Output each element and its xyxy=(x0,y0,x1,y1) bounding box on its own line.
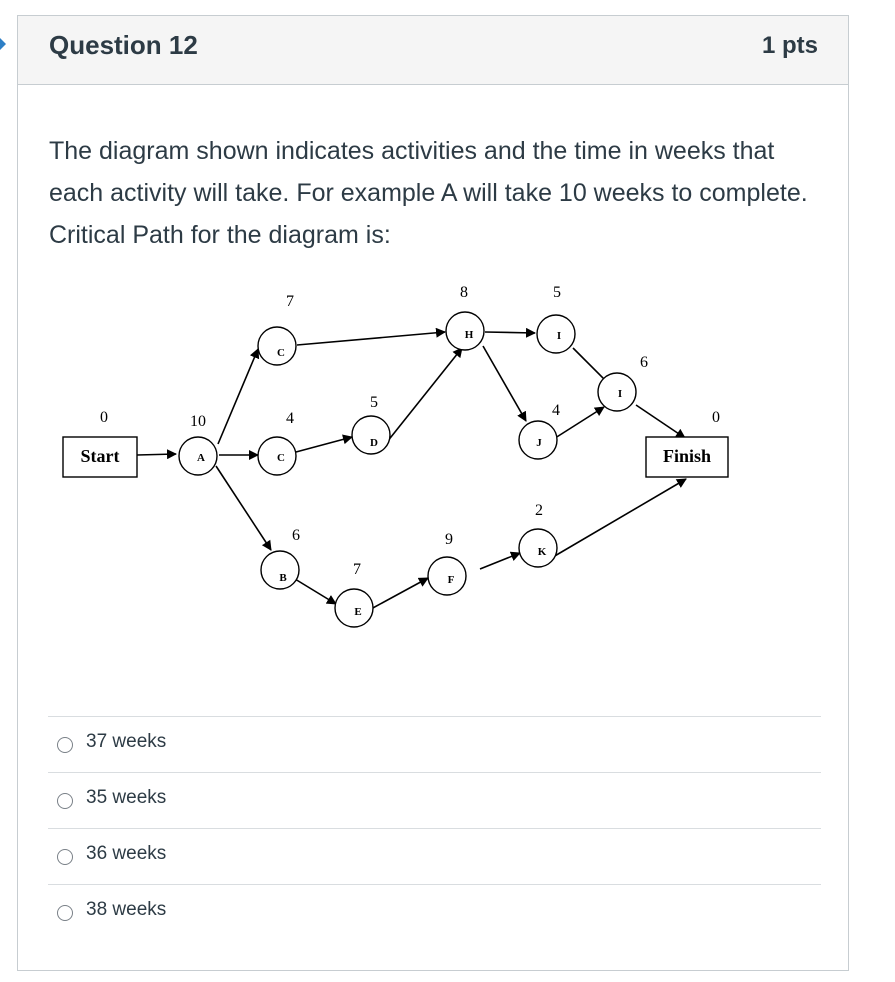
node-c-top xyxy=(258,327,296,365)
network-diagram xyxy=(18,266,848,651)
node-id: B xyxy=(279,572,287,584)
edge-c-h xyxy=(297,332,445,345)
answer-option[interactable] xyxy=(48,716,821,772)
answer-list xyxy=(48,716,821,940)
start-duration: 0 xyxy=(100,409,108,426)
node-duration: 5 xyxy=(553,284,561,301)
node-id: J xyxy=(536,437,542,449)
question-text: The diagram shown indicates activities and the time in weeks that each activity will take. For example A will take 10 weeks to complete. Critical Path for the diagram is: xyxy=(49,137,808,249)
answer-label: 37 weeks xyxy=(86,731,167,752)
edge-h-i xyxy=(485,332,535,333)
edge-h-j xyxy=(483,346,526,421)
node-duration: 6 xyxy=(640,354,648,371)
edge-i2-finish xyxy=(636,405,685,438)
answer-label: 38 weeks xyxy=(86,899,167,920)
edge-a-c xyxy=(218,349,258,444)
node-id: I xyxy=(617,388,623,400)
node-id: C xyxy=(277,452,285,464)
answer-option[interactable] xyxy=(48,772,821,828)
edge-e-f xyxy=(371,578,428,609)
node-id: C xyxy=(277,347,285,359)
radio-button[interactable] xyxy=(57,849,73,865)
edge-start-a xyxy=(137,454,176,455)
answer-label: 35 weeks xyxy=(86,787,167,808)
answer-option[interactable] xyxy=(48,828,821,884)
radio-button[interactable] xyxy=(57,737,73,753)
network-diagram-svg xyxy=(18,266,848,646)
node-id: F xyxy=(447,574,455,586)
node-duration: 5 xyxy=(370,394,378,411)
answer-option[interactable] xyxy=(48,884,821,940)
question-title: Question 12 xyxy=(49,30,198,60)
node-duration: 7 xyxy=(353,561,361,578)
radio-button[interactable] xyxy=(57,905,73,921)
node-id: K xyxy=(537,546,547,558)
node-duration: 4 xyxy=(286,410,294,427)
node-duration: 9 xyxy=(445,531,453,548)
diagram-edges xyxy=(137,332,686,609)
node-duration: 2 xyxy=(535,502,543,519)
node-duration: 10 xyxy=(190,413,206,430)
radio-button[interactable] xyxy=(57,793,73,809)
start-label: Start xyxy=(80,446,120,466)
edge-a-b xyxy=(216,466,271,550)
edge-k-finish xyxy=(553,479,686,557)
answer-label: 36 weeks xyxy=(86,843,167,864)
question-points: 1 pts xyxy=(761,32,818,59)
edge-c2-d xyxy=(296,437,352,452)
node-duration: 6 xyxy=(292,527,300,544)
node-duration: 8 xyxy=(460,284,468,301)
finish-duration: 0 xyxy=(712,409,720,426)
collapse-arrow-icon[interactable] xyxy=(0,38,6,50)
question-card xyxy=(17,15,849,971)
node-id: H xyxy=(464,329,474,341)
question-header xyxy=(18,16,848,85)
edge-b-e xyxy=(295,579,336,604)
edge-f-k xyxy=(480,553,520,569)
node-id: D xyxy=(370,437,378,449)
finish-label: Finish xyxy=(662,446,712,466)
node-duration: 4 xyxy=(552,402,560,419)
node-id: I xyxy=(556,330,562,342)
node-duration: 7 xyxy=(286,293,294,310)
node-id: E xyxy=(354,606,362,618)
edge-d-h xyxy=(387,348,462,442)
node-id: A xyxy=(197,452,205,464)
